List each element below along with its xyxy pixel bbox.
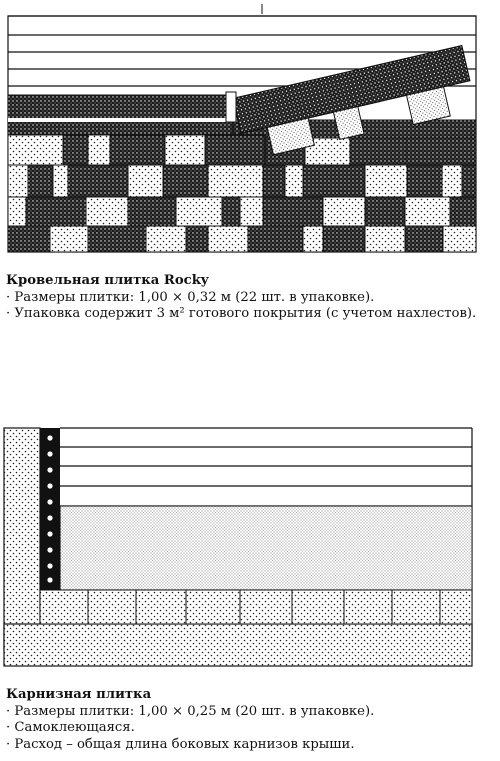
- shingle-mosaic: [8, 135, 476, 252]
- eave-lines: [60, 428, 472, 506]
- eave-tile-illustration: [0, 420, 500, 682]
- eave-adhesive-bullet: · Самоклеющаяся.: [6, 720, 496, 737]
- eave-size-bullet: · Размеры плитки: 1,00 × 0,25 м (20 шт. в упаковке).: [6, 704, 496, 721]
- rocky-title: Кровельная плитка Rocky: [6, 273, 209, 288]
- eave-underlay: [60, 506, 472, 590]
- shingle-row-top: [8, 95, 233, 135]
- rocky-caption: [6, 273, 496, 323]
- eave-tile-row: [40, 590, 472, 624]
- rocky-package-bullet: · Упаковка содержит 3 м² готового покрытия (с учетом нахлестов).: [6, 306, 496, 323]
- eave-consumption-bullet: · Расход – общая длина боковых карнизов крыши.: [6, 737, 496, 754]
- eave-title: Карнизная плитка: [6, 687, 152, 702]
- rocky-shingle-illustration: [0, 0, 500, 262]
- eave-caption: [6, 687, 496, 753]
- rocky-size-bullet: · Размеры плитки: 1,00 × 0,32 м (22 шт. в упаковке).: [6, 290, 496, 307]
